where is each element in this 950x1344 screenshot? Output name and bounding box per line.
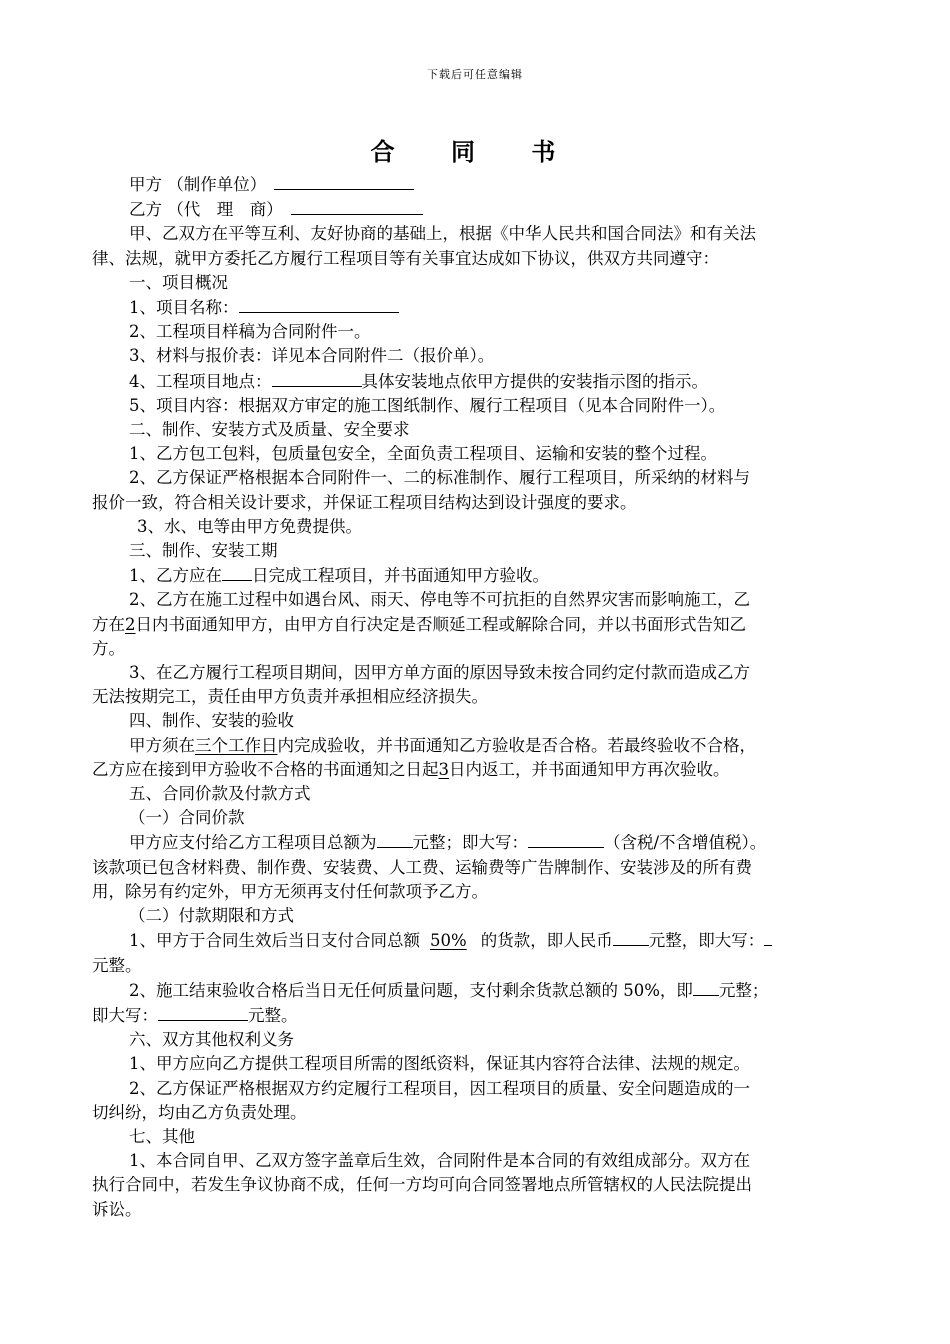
- intro-line: 甲、乙双方在平等互利、友好协商的基础上，根据《中华人民共和国合同法》和有关法: [129, 224, 756, 244]
- list-item: 切纠纷，均由乙方负责处理。: [92, 1102, 307, 1122]
- list-item: 1、乙方应在 日完成工程项目，并书面通知甲方验收。: [92, 563, 858, 588]
- words-blank: [764, 928, 772, 946]
- list-item: 3、水、电等由甲方免费提供。: [137, 516, 362, 536]
- sub-heading: （一）合同价款: [129, 808, 245, 828]
- paragraph-line: 用，除另有约定外，甲方无须再支付任何款项予乙方。: [92, 881, 488, 901]
- paragraph-line: 甲方须在三个工作日内完成验收，并书面通知乙方验收是否合格。若最终验收不合格，: [129, 735, 756, 755]
- paragraph-line: 元整。: [92, 955, 142, 975]
- underlined-value: 50%: [430, 931, 467, 951]
- party-b-blank: [291, 197, 423, 215]
- remaining-blank: [693, 978, 719, 996]
- contract-body: [92, 172, 858, 1222]
- days-blank: [222, 563, 252, 581]
- party-a-line: 甲方 （制作单位）: [92, 172, 858, 197]
- section-heading: 三、制作、安装工期: [129, 541, 278, 561]
- list-item: 2、工程项目样稿为合同附件一。: [129, 322, 371, 342]
- underlined-value: 三个工作日: [195, 735, 278, 755]
- sub-heading: （二）付款期限和方式: [129, 906, 294, 926]
- paragraph-line: 2、施工结束验收合格后当日无任何质量问题，支付剩余货款总额的 50%，即 元整；: [92, 978, 858, 1003]
- list-item: 1、乙方包工包料，包质量包安全，全面负责工程项目、运输和安装的整个过程。: [129, 444, 717, 464]
- section-heading: 七、其他: [129, 1126, 195, 1146]
- list-item: 无法按期完工，责任由甲方负责并承担相应经济损失。: [92, 687, 488, 707]
- underlined-value: 3: [438, 759, 449, 779]
- party-b-line: 乙方 （代 理 商）: [92, 197, 858, 222]
- list-item: 1、本合同自甲、乙双方签字盖章后生效，合同附件是本合同的有效组成部分。双方在: [129, 1151, 750, 1171]
- list-item: 诉讼。: [92, 1199, 142, 1219]
- paragraph-line: 该款项已包含材料费、制作费、安装费、人工费、运输费等广告牌制作、安装涉及的所有费: [92, 857, 752, 877]
- intro-line: 律、法规，就甲方委托乙方履行工程项目等有关事宜达成如下协议，供双方共同遵守：: [92, 248, 719, 268]
- list-item: 方。: [92, 638, 125, 658]
- list-item: 5、项目内容：根据双方审定的施工图纸制作、履行工程项目（见本合同附件一）。: [129, 395, 726, 415]
- section-heading: 四、制作、安装的验收: [129, 711, 294, 731]
- list-item: 2、乙方保证严格根据本合同附件一、二的标准制作、履行工程项目，所采纳的材料与: [129, 468, 750, 488]
- list-item: 方在2日内书面通知甲方，由甲方自行决定是否顺延工程或解除合同，并以书面形式告知乙: [92, 614, 746, 634]
- paragraph-line: 甲方应支付给乙方工程项目总额为 元整；即大写： （含税/不含增值税）。: [92, 830, 858, 855]
- rmb-blank: [613, 928, 649, 946]
- list-item: 1、甲方应向乙方提供工程项目所需的图纸资料，保证其内容符合法律、法规的规定。: [129, 1054, 750, 1074]
- project-name-line: 1、项目名称：: [92, 295, 858, 320]
- amount-blank: [377, 830, 413, 848]
- paragraph-line: 乙方应在接到甲方验收不合格的书面通知之日起3日内返工，并书面通知甲方再次验收。: [92, 759, 730, 779]
- page-header: 下载后可任意编辑: [427, 68, 523, 81]
- remaining-words-blank: [158, 1003, 248, 1021]
- section-heading: 六、双方其他权利义务: [129, 1030, 294, 1050]
- list-item: 执行合同中，若发生争议协商不成，任何一方均可向合同签署地点所管辖权的人民法院提出: [92, 1175, 752, 1195]
- list-item: 3、在乙方履行工程项目期间，因甲方单方面的原因导致未按合同约定付款而造成乙方: [129, 663, 750, 683]
- paragraph-line: 1、甲方于合同生效后当日支付合同总额 50% 的货款，即人民币 元整，即大写：: [92, 928, 858, 953]
- project-location-blank: [272, 369, 362, 387]
- section-heading: 五、合同价款及付款方式: [129, 784, 311, 804]
- list-item: 2、乙方保证严格根据双方约定履行工程项目，因工程项目的质量、安全问题造成的一: [129, 1078, 750, 1098]
- section-heading: 一、项目概况: [129, 272, 228, 292]
- underlined-value: 2: [125, 614, 136, 634]
- project-location-line: 4、工程项目地点： 具体安装地点依甲方提供的安装指示图的指示。: [92, 369, 858, 394]
- list-item: 3、材料与报价表：详见本合同附件二（报价单）。: [129, 346, 495, 366]
- project-name-blank: [239, 295, 399, 313]
- section-heading: 二、制作、安装方式及质量、安全要求: [129, 420, 410, 440]
- party-a-blank: [274, 172, 414, 190]
- amount-words-blank: [528, 830, 604, 848]
- page-title: 合 同 书: [370, 138, 580, 166]
- paragraph-line: 即大写： 元整。: [92, 1003, 858, 1028]
- list-item: 报价一致，符合相关设计要求，并保证工程项目结构达到设计强度的要求。: [92, 492, 637, 512]
- list-item: 2、乙方在施工过程中如遇台风、雨天、停电等不可抗拒的自然界灾害而影响施工，乙: [129, 590, 750, 610]
